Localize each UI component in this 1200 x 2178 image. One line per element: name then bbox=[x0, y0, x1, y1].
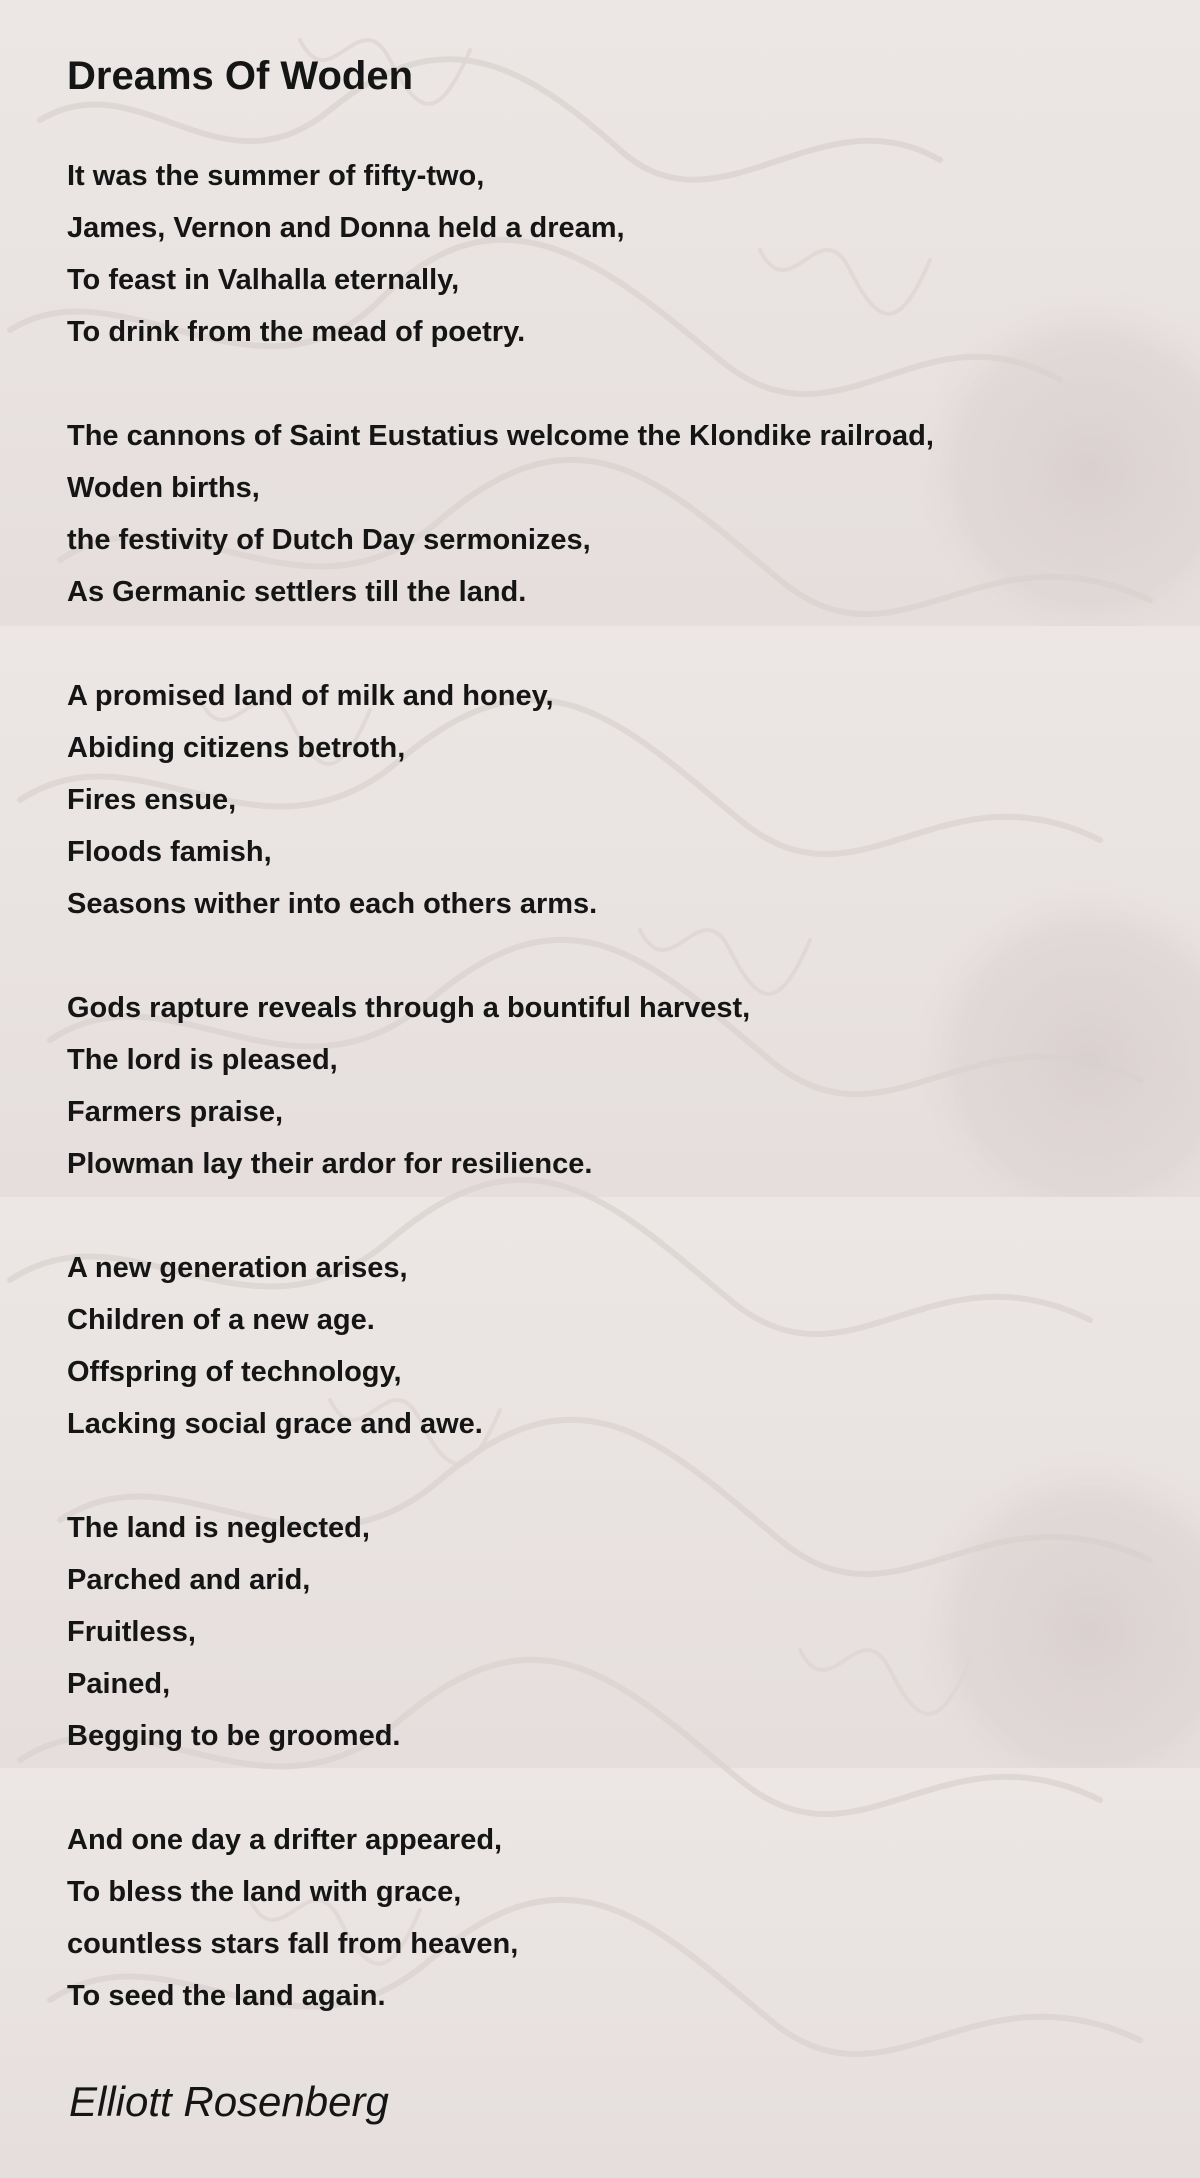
poem-line: And one day a drifter appeared, bbox=[67, 1824, 503, 1856]
poem-line: It was the summer of fifty-two, bbox=[67, 160, 485, 192]
poem-title: Dreams Of Woden bbox=[67, 54, 413, 98]
stanza-1 bbox=[67, 150, 1167, 358]
poem-line: Parched and arid, bbox=[67, 1564, 311, 1596]
stanza-6 bbox=[67, 1502, 1167, 1762]
poem-line: Plowman lay their ardor for resilience. bbox=[67, 1148, 593, 1180]
poem-line: Seasons wither into each others arms. bbox=[67, 888, 598, 920]
poem-line: To bless the land with grace, bbox=[67, 1876, 462, 1908]
poem-line: To drink from the mead of poetry. bbox=[67, 316, 526, 348]
poem-line: countless stars fall from heaven, bbox=[67, 1928, 519, 1960]
poem-line: The land is neglected, bbox=[67, 1512, 370, 1544]
poem-line: Floods famish, bbox=[67, 836, 272, 868]
author-name: Elliott Rosenberg bbox=[69, 2078, 389, 2125]
poem-line: the festivity of Dutch Day sermonizes, bbox=[67, 524, 591, 556]
poem-line: Abiding citizens betroth, bbox=[67, 732, 406, 764]
poem-line: Pained, bbox=[67, 1668, 171, 1700]
stanza-5 bbox=[67, 1242, 1167, 1450]
stanza-4 bbox=[67, 982, 1167, 1190]
poem-line: A promised land of milk and honey, bbox=[67, 680, 554, 712]
poem-line: Woden births, bbox=[67, 472, 260, 504]
poem-line: Offspring of technology, bbox=[67, 1356, 402, 1388]
poem-body bbox=[67, 150, 1167, 2074]
stanza-3 bbox=[67, 670, 1167, 930]
poem-line: Fruitless, bbox=[67, 1616, 196, 1648]
poem-line: Lacking social grace and awe. bbox=[67, 1408, 483, 1440]
poem-line: To feast in Valhalla eternally, bbox=[67, 264, 460, 296]
poem-line: The cannons of Saint Eustatius welcome the Klondike railroad, bbox=[67, 420, 934, 452]
stanza-2 bbox=[67, 410, 1167, 618]
stanza-7 bbox=[67, 1814, 1167, 2022]
poem-line: To seed the land again. bbox=[67, 1980, 386, 2012]
poem-line: Children of a new age. bbox=[67, 1304, 375, 1336]
poem-line: James, Vernon and Donna held a dream, bbox=[67, 212, 625, 244]
poem-line: The lord is pleased, bbox=[67, 1044, 338, 1076]
poem-line: Gods rapture reveals through a bountiful harvest, bbox=[67, 992, 751, 1024]
poem-line: Begging to be groomed. bbox=[67, 1720, 401, 1752]
poem-line: Fires ensue, bbox=[67, 784, 237, 816]
poem-line: As Germanic settlers till the land. bbox=[67, 576, 527, 608]
poem-line: Farmers praise, bbox=[67, 1096, 284, 1128]
poem-line: A new generation arises, bbox=[67, 1252, 408, 1284]
